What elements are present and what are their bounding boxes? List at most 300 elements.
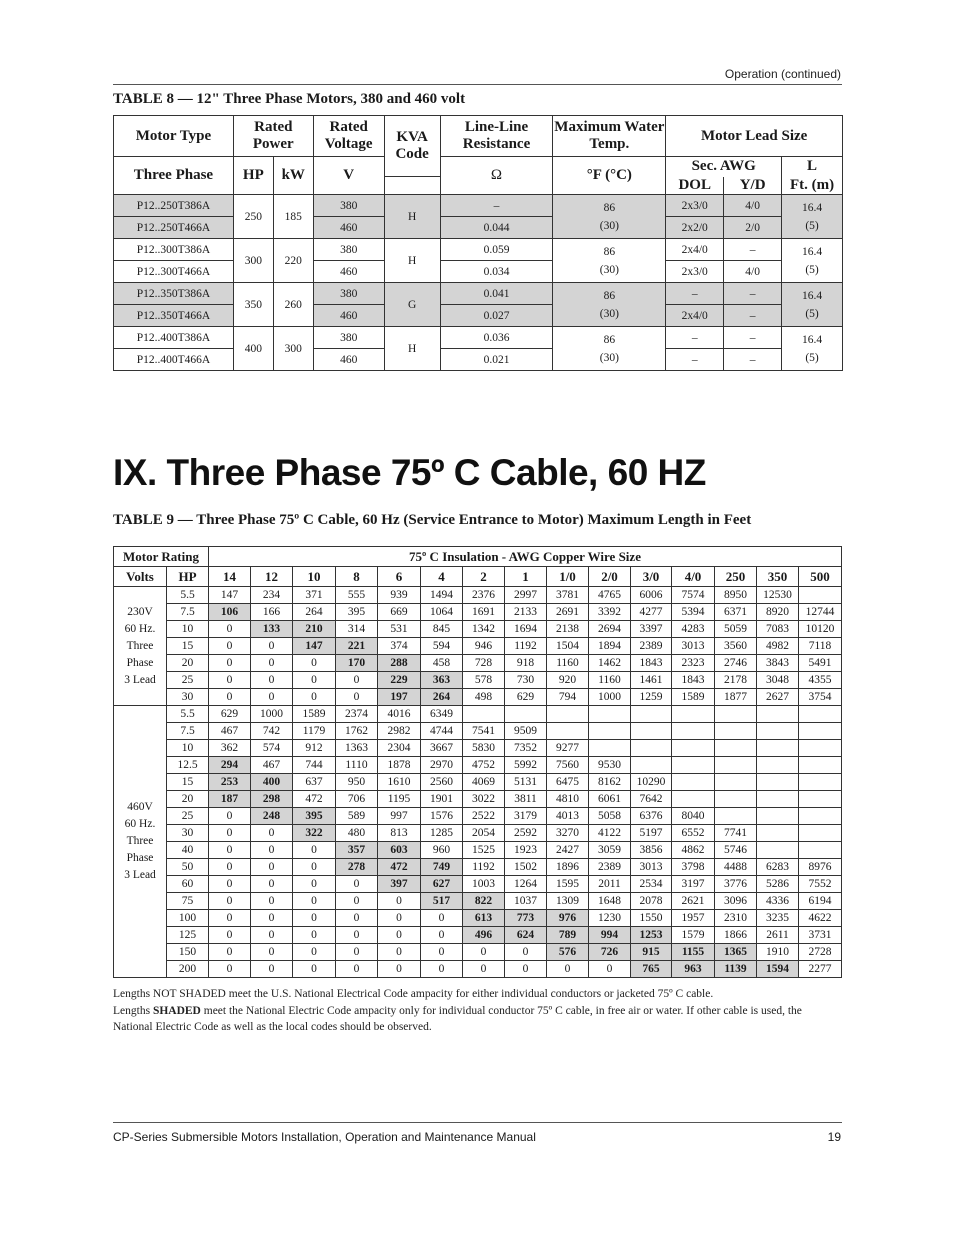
- cell-length: 1589: [672, 689, 715, 706]
- cell-length: 1877: [715, 689, 757, 706]
- cell-length: 1576: [421, 808, 463, 825]
- cell-length: 371: [293, 587, 336, 604]
- cell-length: 1192: [463, 859, 505, 876]
- note-shaded: [113, 1003, 843, 1035]
- cell-length: [757, 808, 799, 825]
- table-row: [114, 672, 842, 689]
- cell-length: 1139: [715, 961, 757, 978]
- cell-length: 0: [293, 961, 336, 978]
- cell-length: 314: [336, 621, 378, 638]
- cell-length: [715, 791, 757, 808]
- cell-length: 4862: [672, 842, 715, 859]
- th-wire-size: 350: [757, 567, 799, 587]
- cell-length: 4122: [589, 825, 631, 842]
- th-v: V: [313, 157, 384, 195]
- cell-yd: 2/0: [724, 217, 782, 239]
- table-row: [114, 876, 842, 893]
- th-wire-size: 4/0: [672, 567, 715, 587]
- cell-length: 264: [421, 689, 463, 706]
- cell-length: 0: [209, 808, 251, 825]
- voltage-label-line: Phase: [126, 852, 154, 864]
- cell-kw: 260: [273, 283, 313, 327]
- cell-length: 10290: [631, 774, 672, 791]
- cell-length: [799, 808, 842, 825]
- cell-length: 1110: [336, 757, 378, 774]
- table-row: [114, 961, 842, 978]
- cell-model: P12..400T386A: [114, 327, 234, 349]
- cell-length: 0: [378, 927, 421, 944]
- cell-length: 0: [251, 927, 293, 944]
- th-temp-unit: °F (°C): [553, 157, 666, 195]
- cell-model: P12..350T466A: [114, 305, 234, 327]
- cell-length: 0: [209, 927, 251, 944]
- th-wire-size: 12: [251, 567, 293, 587]
- cell-length: [505, 706, 547, 723]
- table-row: [114, 621, 842, 638]
- th-yd: Y/D: [724, 177, 782, 195]
- cell-length: 576: [547, 944, 589, 961]
- cell-length: 2694: [589, 621, 631, 638]
- cell-dol: 2x3/0: [666, 261, 724, 283]
- th-volts: Volts: [114, 567, 167, 587]
- cell-length: 997: [378, 808, 421, 825]
- cell-length: 322: [293, 825, 336, 842]
- cell-length: 0: [336, 893, 378, 910]
- cell-length: 3781: [547, 587, 589, 604]
- note-shaded-bold: SHADED: [152, 1005, 201, 1017]
- cell-length: 0: [251, 893, 293, 910]
- cell-length: 6552: [672, 825, 715, 842]
- cell-length: 4622: [799, 910, 842, 927]
- cell-length: 6006: [631, 587, 672, 604]
- cell-length: 3179: [505, 808, 547, 825]
- cell-length: 0: [378, 961, 421, 978]
- cell-length: 0: [251, 689, 293, 706]
- cell-length: 8040: [672, 808, 715, 825]
- cell-length: 0: [251, 825, 293, 842]
- cell-model: P12..350T386A: [114, 283, 234, 305]
- cell-length: 1843: [631, 655, 672, 672]
- cell-length: 7352: [505, 740, 547, 757]
- temp-f: 86: [603, 289, 616, 302]
- cell-length: 0: [251, 876, 293, 893]
- table-row: [114, 825, 842, 842]
- cell-length: 133: [251, 621, 293, 638]
- cell-length: 3013: [672, 638, 715, 655]
- cell-length: 0: [251, 910, 293, 927]
- cell-hp: 350: [233, 283, 273, 327]
- th-ohm: Ω: [440, 157, 553, 195]
- cell-length: 4069: [463, 774, 505, 791]
- cell-hp: 400: [233, 327, 273, 371]
- cell-length: [672, 706, 715, 723]
- cell-length: [672, 757, 715, 774]
- cell-kva: H: [384, 239, 440, 283]
- cell-dol: 2x3/0: [666, 195, 724, 217]
- cell-length: 2389: [631, 638, 672, 655]
- th-wire-size: 1/0: [547, 567, 589, 587]
- cell-length: 0: [336, 944, 378, 961]
- cell-length: 2389: [589, 859, 631, 876]
- cell-length: 357: [336, 842, 378, 859]
- cell-length: 1494: [421, 587, 463, 604]
- cell-length: [757, 723, 799, 740]
- cell-length: 0: [505, 944, 547, 961]
- cell-length: 939: [378, 587, 421, 604]
- cell-length: 278: [336, 859, 378, 876]
- cell-model: P12..250T386A: [114, 195, 234, 217]
- cell-length: 0: [293, 944, 336, 961]
- cell-length: 1894: [589, 638, 631, 655]
- voltage-label-line: Three: [126, 835, 154, 847]
- cell-length: 374: [378, 638, 421, 655]
- cell-hp: 30: [167, 825, 209, 842]
- cell-length: 946: [463, 638, 505, 655]
- cell-length: 1691: [463, 604, 505, 621]
- cell-length: 294: [209, 757, 251, 774]
- table-row: [114, 195, 843, 217]
- cell-length: 4283: [672, 621, 715, 638]
- cell-length: 221: [336, 638, 378, 655]
- cell-length: 1285: [421, 825, 463, 842]
- cell-length: 12530: [757, 587, 799, 604]
- cell-length: 915: [631, 944, 672, 961]
- cell-length: [715, 740, 757, 757]
- cell-hp: 60: [167, 876, 209, 893]
- cell-length: [757, 740, 799, 757]
- th-resistance: Line-Line Resistance: [440, 116, 553, 157]
- cell-voltage: 460: [313, 305, 384, 327]
- table-row: [114, 305, 843, 327]
- table-row: [114, 740, 842, 757]
- running-header: Operation (continued): [724, 67, 841, 81]
- table-row: [114, 587, 842, 604]
- cell-length: 187: [209, 791, 251, 808]
- cell-water-temp: [553, 327, 666, 371]
- cell-length: 5058: [589, 808, 631, 825]
- cell-length: [799, 757, 842, 774]
- cell-length: 1037: [505, 893, 547, 910]
- cell-length: 1648: [589, 893, 631, 910]
- cell-kw: 185: [273, 195, 313, 239]
- cell-length: 253: [209, 774, 251, 791]
- th-kva-code: KVA Code: [384, 116, 440, 177]
- cell-length: [631, 706, 672, 723]
- cell-length: 3022: [463, 791, 505, 808]
- cell-length: 0: [293, 876, 336, 893]
- cell-length: 7560: [547, 757, 589, 774]
- table-row: [114, 893, 842, 910]
- cell-yd: 4/0: [724, 261, 782, 283]
- cell-length: 2054: [463, 825, 505, 842]
- cell-yd: –: [724, 239, 782, 261]
- cell-length: 5197: [631, 825, 672, 842]
- cell-length: 3048: [757, 672, 799, 689]
- voltage-label-line: 3 Lead: [124, 673, 156, 686]
- cell-length: 170: [336, 655, 378, 672]
- cell-length: 1309: [547, 893, 589, 910]
- cell-length: 1550: [631, 910, 672, 927]
- table-row: [114, 842, 842, 859]
- cell-length: [757, 757, 799, 774]
- cell-length: 12744: [799, 604, 842, 621]
- cell-length: 3731: [799, 927, 842, 944]
- cell-hp: 200: [167, 961, 209, 978]
- length-m: (5): [805, 219, 819, 232]
- cell-length: 918: [505, 655, 547, 672]
- cell-yd: –: [724, 327, 782, 349]
- footer-title: CP-Series Submersible Motors Installation, Operation and Maintenance Manual: [113, 1130, 536, 1144]
- cell-length: 749: [421, 859, 463, 876]
- cell-length: 0: [378, 893, 421, 910]
- cell-voltage: 460: [313, 217, 384, 239]
- table-row: [114, 217, 843, 239]
- cell-length: [715, 757, 757, 774]
- cell-length: 613: [463, 910, 505, 927]
- cell-length: 5746: [715, 842, 757, 859]
- cell-length: 4355: [799, 672, 842, 689]
- temp-c: (30): [599, 307, 619, 320]
- cell-length: 1610: [378, 774, 421, 791]
- cell-length: 0: [293, 893, 336, 910]
- cell-model: P12..300T386A: [114, 239, 234, 261]
- cell-length: 6349: [421, 706, 463, 723]
- cell-voltage: 380: [313, 283, 384, 305]
- cell-length: 1264: [505, 876, 547, 893]
- cell-length: 2133: [505, 604, 547, 621]
- cell-length: 3013: [631, 859, 672, 876]
- voltage-label-line: Phase: [126, 656, 154, 669]
- cell-length: [799, 825, 842, 842]
- cell-kw: 300: [273, 327, 313, 371]
- cell-length: 0: [293, 672, 336, 689]
- cell-hp: 15: [167, 774, 209, 791]
- th-hp: HP: [233, 157, 273, 195]
- cell-length: [715, 706, 757, 723]
- cell-length: 467: [251, 757, 293, 774]
- cell-length: 458: [421, 655, 463, 672]
- cell-length: 8976: [799, 859, 842, 876]
- cell-hp: 75: [167, 893, 209, 910]
- cell-length: 4744: [421, 723, 463, 740]
- cell-length: 6475: [547, 774, 589, 791]
- cell-length: 9509: [505, 723, 547, 740]
- cell-voltage: 380: [313, 195, 384, 217]
- cell-length: 706: [336, 791, 378, 808]
- cell-length: 4982: [757, 638, 799, 655]
- cell-length: 2323: [672, 655, 715, 672]
- cell-length: [757, 791, 799, 808]
- temp-c: (30): [599, 219, 619, 232]
- voltage-label-line: Three: [126, 639, 154, 652]
- cell-length: [799, 740, 842, 757]
- th-wire-size: 2: [463, 567, 505, 587]
- cell-length: 395: [293, 808, 336, 825]
- cell-hp: 300: [233, 239, 273, 283]
- cell-length: [799, 791, 842, 808]
- temp-f: 86: [603, 245, 616, 258]
- cell-length: 1589: [293, 706, 336, 723]
- cell-model: P12..300T466A: [114, 261, 234, 283]
- cell-water-temp: [553, 195, 666, 239]
- cell-length: 1192: [505, 638, 547, 655]
- cell-length: 4277: [631, 604, 672, 621]
- cell-length: 1064: [421, 604, 463, 621]
- cell-length: 2277: [799, 961, 842, 978]
- cell-length: 744: [293, 757, 336, 774]
- table-row: [114, 689, 842, 706]
- cell-length: [757, 825, 799, 842]
- cell-length: 1363: [336, 740, 378, 757]
- cell-length: 1878: [378, 757, 421, 774]
- cell-length: 0: [336, 961, 378, 978]
- cell-kva: H: [384, 195, 440, 239]
- cell-length: 5059: [715, 621, 757, 638]
- cell-kva: H: [384, 327, 440, 371]
- cell-length: 1594: [757, 961, 799, 978]
- length-m: (5): [805, 351, 819, 364]
- table-row: [114, 791, 842, 808]
- cell-length: 0: [421, 927, 463, 944]
- note-shaded-rest: meet the National Electric Code ampacity only for individual conductor 75º C cable, in free air or water. If other cable is used, the National Electric Code as well as the local codes should be observed.: [113, 1005, 802, 1033]
- cell-length: 197: [378, 689, 421, 706]
- table-row: [114, 261, 843, 283]
- cell-length: 298: [251, 791, 293, 808]
- cell-length: 4810: [547, 791, 589, 808]
- cell-length: [672, 791, 715, 808]
- cell-length: [799, 842, 842, 859]
- cell-length: 0: [251, 859, 293, 876]
- cell-length: 728: [463, 655, 505, 672]
- cell-length: 472: [293, 791, 336, 808]
- cell-length: 2427: [547, 842, 589, 859]
- cell-length: [589, 740, 631, 757]
- cell-resistance: 0.041: [440, 283, 553, 305]
- th-wire-size: 14: [209, 567, 251, 587]
- cell-length: 0: [421, 944, 463, 961]
- cell-length: 2621: [672, 893, 715, 910]
- cell-length: 624: [505, 927, 547, 944]
- length-ft: 16.4: [801, 289, 823, 302]
- cell-length: 2611: [757, 927, 799, 944]
- cell-length: 1525: [463, 842, 505, 859]
- th-kva-spacer: [384, 177, 440, 195]
- cell-length: 845: [421, 621, 463, 638]
- cell-length: 1253: [631, 927, 672, 944]
- cell-length: 0: [589, 961, 631, 978]
- table-row: [114, 757, 842, 774]
- cell-yd: –: [724, 283, 782, 305]
- table-row: [114, 910, 842, 927]
- cell-length: 0: [293, 927, 336, 944]
- th-motor-type: Motor Type: [114, 116, 234, 157]
- cell-length: 0: [547, 961, 589, 978]
- cell-length: 0: [378, 910, 421, 927]
- th-wire-size: 10: [293, 567, 336, 587]
- cell-hp: 125: [167, 927, 209, 944]
- cell-length: [463, 706, 505, 723]
- cell-length: 3059: [589, 842, 631, 859]
- cell-length: 3096: [715, 893, 757, 910]
- cell-length: 397: [378, 876, 421, 893]
- cell-length: 1923: [505, 842, 547, 859]
- cell-length: 2982: [378, 723, 421, 740]
- cell-length: 920: [547, 672, 589, 689]
- table9: [113, 546, 842, 978]
- cell-hp: 50: [167, 859, 209, 876]
- cell-length: 7083: [757, 621, 799, 638]
- th-three-phase: Three Phase: [114, 157, 234, 195]
- th-wire-size: 8: [336, 567, 378, 587]
- cell-length: 229: [378, 672, 421, 689]
- cell-length: 574: [251, 740, 293, 757]
- cell-length: 7118: [799, 638, 842, 655]
- table-row: [114, 723, 842, 740]
- cell-length: 2178: [715, 672, 757, 689]
- cell-length: 2746: [715, 655, 757, 672]
- cell-length: 2592: [505, 825, 547, 842]
- cell-length: 480: [336, 825, 378, 842]
- cell-hp: 10: [167, 740, 209, 757]
- cell-length: 2011: [589, 876, 631, 893]
- cell-hp: 100: [167, 910, 209, 927]
- cell-length: 0: [421, 910, 463, 927]
- cell-length: 9530: [589, 757, 631, 774]
- cell-length: 8950: [715, 587, 757, 604]
- cell-kw: 220: [273, 239, 313, 283]
- th-wire-size: 6: [378, 567, 421, 587]
- cell-length: 1195: [378, 791, 421, 808]
- temp-c: (30): [599, 263, 619, 276]
- cell-length: [715, 774, 757, 791]
- cell-length: 1502: [505, 859, 547, 876]
- table-row: [114, 774, 842, 791]
- cell-yd: 4/0: [724, 195, 782, 217]
- cell-dol: 2x2/0: [666, 217, 724, 239]
- cell-length: [799, 723, 842, 740]
- th-wire-size: 1: [505, 567, 547, 587]
- cell-length: [672, 723, 715, 740]
- cell-length: 3397: [631, 621, 672, 638]
- cell-length: 629: [505, 689, 547, 706]
- cell-length: 6283: [757, 859, 799, 876]
- cell-dol: 2x4/0: [666, 305, 724, 327]
- temp-c: (30): [599, 351, 619, 364]
- cell-length: [799, 774, 842, 791]
- cell-length: 0: [336, 689, 378, 706]
- cell-hp: 7.5: [167, 723, 209, 740]
- cell-length: [757, 774, 799, 791]
- cell-length: 288: [378, 655, 421, 672]
- cell-length: 1230: [589, 910, 631, 927]
- cell-length: 2374: [336, 706, 378, 723]
- table8: [113, 115, 843, 371]
- cell-length: 498: [463, 689, 505, 706]
- cell-hp: 7.5: [167, 604, 209, 621]
- cell-voltage-group: [114, 706, 167, 978]
- cell-length: 1259: [631, 689, 672, 706]
- cell-length: 1179: [293, 723, 336, 740]
- cell-length: [589, 723, 631, 740]
- cell-length: 472: [378, 859, 421, 876]
- cell-length: 3811: [505, 791, 547, 808]
- cell-hp: 20: [167, 791, 209, 808]
- cell-resistance: 0.044: [440, 217, 553, 239]
- cell-length: 166: [251, 604, 293, 621]
- cell-length: [715, 723, 757, 740]
- cell-length: 603: [378, 842, 421, 859]
- cell-length: 0: [293, 842, 336, 859]
